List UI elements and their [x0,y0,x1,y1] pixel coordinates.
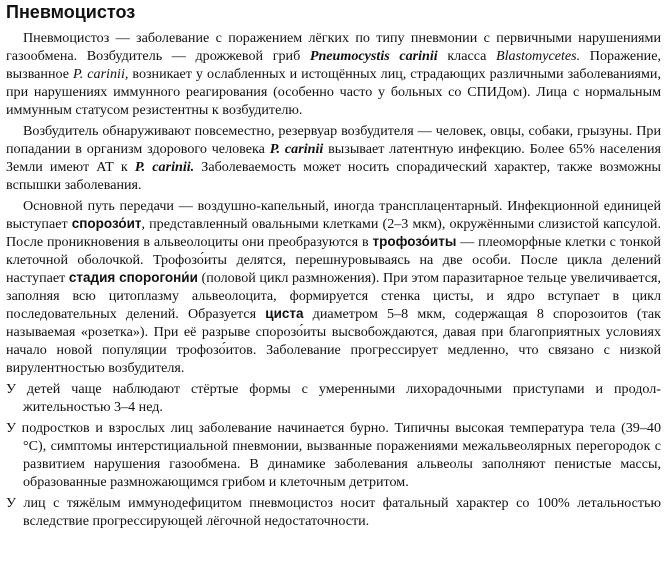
text-run: У лиц с тяжёлым иммунодефицитом пневмоцистоз носит фатальный характер со 100% летальностью вследствие прогрессирующей лёгочной недостаточности. [6,495,661,529]
text-run: У подростков и взрослых лиц заболевание начинается бурно. Типичны высокая температура тела (39–40 °С), симптомы интерстициальной пневмонии, вызванные поражениями межальвеолярных перегородок с развитием нарушения газообмена. В динамике заболевания альвеолы заполняют пенистые массы, образованные размножающимся грибом и клеточным детритом. [6,420,661,490]
italic-term: P. carinii, [72,66,129,82]
text-run: Заболеваемость может носить спорадический характер, также возможны вспышки заболевания. [6,159,662,193]
paragraph-2 [6,122,661,194]
paragraph-4 [6,380,661,416]
paragraph-6 [6,494,661,530]
paragraph-5 [6,419,661,491]
text-run: , представленный овальными клетками (2–3 мкм), окружёнными слизистой капсулой. После проникновения в альвеолоциты они преобразуются в [6,216,661,250]
text-run: Возбудитель обнаруживают повсеместно, резервуар возбудителя — человек, овцы, собаки, грызуны. При попадании в организм здорового человека [6,123,661,157]
text-run: — плеоморфные клетки с тонкой клеточной оболочкой. Трофозо́иты делятся, перешнуровываясь на две особи. После цикла делений наступает [6,234,661,286]
species-name: P. carinii. [134,159,195,175]
text-run: диаметром 5–8 мкм, содержащая 8 спорозоитов (так называемая «розетка»). При её разрыве спорозо́иты высвобождаются, давая при благоприятных условиях начало новой популяции трофозо́итов. Заболевание прогрессирует медленно, что связано с низкой вирулентностью возбудителя. [6,306,661,376]
species-name: Pneumocystis carinii [309,48,438,64]
text-run: (половой цикл размножения). При этом паразитарное тельце увеличивается, заполняя всю цитоплазму альвеолоцита, формируется стенка цисты, и ядро вступает в цикл последовательных делений. Образуется [6,270,662,322]
bold-term: стадия спорогони́и [68,270,198,285]
species-name: P. carinii [269,141,324,157]
text-run: Пневмоцистоз — заболевание с поражением лёгких по типу пневмонии с первичными нарушениями газообмена. Возбудитель — дрожжевой гриб [6,30,661,64]
paragraph-1 [6,29,661,119]
paragraph-3 [6,197,661,377]
text-run: Поражение, вызванное [6,48,661,82]
text-run: класса [437,48,497,64]
bold-term: циста [265,306,304,321]
document-body [6,29,661,530]
bold-term: трофозо́иты [372,234,457,249]
text-run: Основной путь передачи — воздушно-капельный, иногда трансплацентарный. Инфекционной единицей выступает [6,198,661,232]
page-title: Пневмоцистоз [6,2,136,22]
italic-term: Blastomycetes. [496,48,581,64]
text-run: У детей чаще наблюдают стёртые формы с умеренными лихорадочными приступами и продолжительностью 3–4 нед. [6,381,661,415]
text-run: возникает у ослабленных и истощённых лиц, страдающих различными заболеваниями, при нарушениях иммунного реагирования (особенно часто у больных со СПИДом). Лица с нормальным иммунным статусом резистентны к возбудителю. [6,66,661,118]
bold-term: спорозо́ит [71,216,142,231]
text-run: вызывает латентную инфекцию. Более 65% населения Земли имеют АТ к [6,141,661,175]
